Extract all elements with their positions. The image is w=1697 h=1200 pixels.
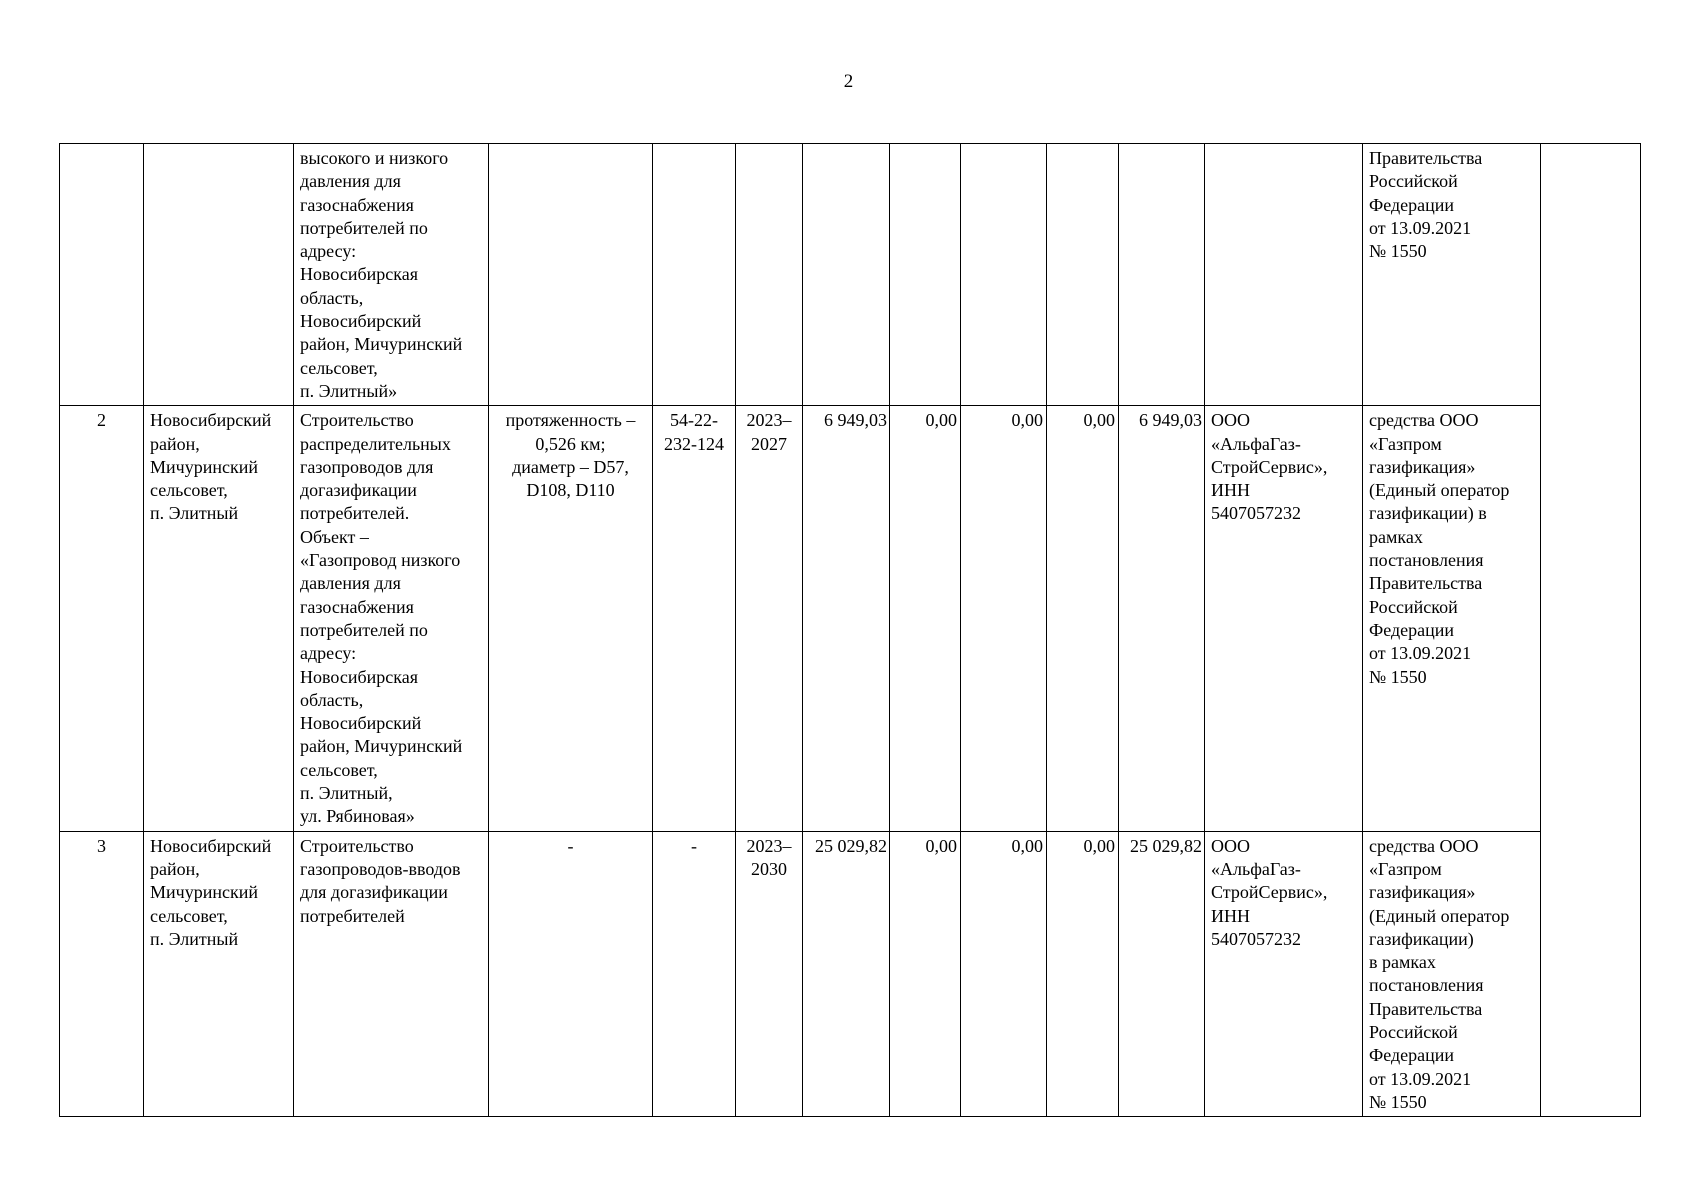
cell-text-line: Российской — [1369, 1021, 1458, 1042]
cell-text-line: 54-22- — [670, 410, 718, 431]
cell-characteristics — [489, 831, 653, 1117]
cell-amount-c: 0,00 — [1047, 406, 1119, 831]
cell-text-line: газопроводов для — [300, 456, 434, 477]
cell-funding-source — [1363, 406, 1541, 831]
cell-text-line: 5407057232 — [1211, 503, 1301, 524]
cell-text-line: газификации) в — [1369, 503, 1487, 524]
cell-text-line: газификация» — [1369, 882, 1476, 903]
cell-text-line: газоснабжения — [300, 194, 414, 215]
cell-text-line: диаметр – D57, — [512, 456, 629, 477]
page-number: 2 — [843, 71, 854, 92]
cell-text-line: Правительства — [1369, 573, 1483, 594]
cell-text-line: № 1550 — [1369, 666, 1427, 687]
cell-text-line: газопроводов-вводов — [300, 858, 461, 879]
cell-empty-last — [1541, 144, 1641, 1117]
cell-amount-c: 0,00 — [1047, 831, 1119, 1117]
cell-text-line: Новосибирская — [300, 264, 418, 285]
cell-text-line: 2023– — [746, 835, 792, 856]
cell-text-line: «Газпром — [1369, 433, 1442, 454]
cell-text-line: 5407057232 — [1211, 928, 1301, 949]
cell-text-line: Правительства — [1369, 998, 1483, 1019]
cell-text-line: район, — [150, 433, 200, 454]
cell-text-line: «АльфаГаз- — [1211, 433, 1301, 454]
cell-text-line: Строительство — [300, 835, 414, 856]
cell-text-line: - — [691, 835, 697, 856]
cell-text-line: потребителей по — [300, 619, 428, 640]
cell-total — [803, 144, 890, 406]
cell-amount-d — [1119, 144, 1205, 406]
cell-text-line: район, Мичуринский — [300, 334, 463, 355]
cell-text-line: 2023– — [746, 410, 792, 431]
cell-text-line: СтройСервис», — [1211, 882, 1328, 903]
cell-period — [736, 406, 803, 831]
cell-text-line: «АльфаГаз- — [1211, 858, 1301, 879]
cell-text-line: - — [567, 835, 574, 856]
cell-amount-b: 0,00 — [961, 406, 1047, 831]
cell-amount-c — [1047, 144, 1119, 406]
cell-text-line: догазификации — [300, 480, 417, 501]
cell-text-line: Новосибирский — [300, 311, 422, 332]
table-row — [60, 144, 1641, 406]
cell-text-line: постановления — [1369, 550, 1484, 571]
cell-text-line: ООО — [1211, 410, 1250, 431]
cell-text-line: газоснабжения — [300, 596, 414, 617]
cell-text-line: потребителей по — [300, 217, 428, 238]
cell-text-line: Мичуринский — [150, 882, 258, 903]
cell-text-line: протяженность – — [505, 410, 636, 431]
table-body — [60, 144, 1641, 1117]
cell-text-line: ООО — [1211, 835, 1250, 856]
cell-text-line: в рамках — [1369, 952, 1436, 973]
cell-text-line: «Газопровод низкого — [300, 550, 461, 571]
cell-location — [144, 406, 294, 831]
cell-text-line: 2030 — [751, 858, 787, 879]
cell-text-line: ул. Рябиновая» — [300, 806, 415, 827]
cell-text-line: СтройСервис», — [1211, 456, 1328, 477]
cell-funding-source — [1363, 831, 1541, 1117]
cell-text-line: D108, D110 — [526, 480, 615, 501]
investment-program-table — [59, 143, 1641, 1117]
cell-funding-source — [1363, 144, 1541, 406]
cell-executor — [1205, 406, 1363, 831]
cell-text-line: 0,526 км; — [535, 433, 606, 454]
cell-amount-a — [890, 144, 961, 406]
cell-text-line: область, — [300, 689, 364, 710]
cell-text-line: сельсовет, — [300, 759, 378, 780]
cell-text-line: сельсовет, — [150, 905, 228, 926]
cell-text-line: Федерации — [1369, 194, 1455, 215]
cell-text-line: потребителей. — [300, 503, 410, 524]
cell-characteristics — [489, 406, 653, 831]
cell-text-line: потребителей — [300, 905, 405, 926]
cell-text-line: адресу: — [300, 241, 357, 262]
cell-text-line: сельсовет, — [300, 357, 378, 378]
cell-characteristics — [489, 144, 653, 406]
cell-text-line: средства ООО — [1369, 410, 1479, 431]
cell-text-line: Российской — [1369, 596, 1458, 617]
cell-text-line: № 1550 — [1369, 241, 1427, 262]
cell-amount-a: 0,00 — [890, 831, 961, 1117]
cell-text-line: район, Мичуринский — [300, 736, 463, 757]
cell-text-line: 2 — [97, 410, 106, 431]
cell-total: 25 029,82 — [803, 831, 890, 1117]
cell-number — [60, 406, 144, 831]
cell-description — [294, 144, 489, 406]
cell-period — [736, 144, 803, 406]
cell-text-line: постановления — [1369, 975, 1484, 996]
cell-amount-a: 0,00 — [890, 406, 961, 831]
cell-text-line: от 13.09.2021 — [1369, 1068, 1472, 1089]
cell-executor — [1205, 144, 1363, 406]
cell-amount-b — [961, 144, 1047, 406]
cell-text-line: 232-124 — [664, 433, 724, 454]
cell-text-line: п. Элитный» — [300, 380, 398, 401]
cell-text-line: Объект – — [300, 526, 369, 547]
cell-text-line: 3 — [97, 835, 106, 856]
cell-code — [653, 406, 736, 831]
cell-number — [60, 144, 144, 406]
cell-description — [294, 406, 489, 831]
cell-text-line: распределительных — [300, 433, 451, 454]
cell-executor — [1205, 831, 1363, 1117]
cell-text-line: Строительство — [300, 410, 414, 431]
cell-text-line: газификации) — [1369, 928, 1474, 949]
cell-text-line: п. Элитный, — [300, 783, 393, 804]
cell-total: 6 949,03 — [803, 406, 890, 831]
cell-text-line: для догазификации — [300, 882, 448, 903]
cell-amount-b: 0,00 — [961, 831, 1047, 1117]
cell-text-line: давления для — [300, 573, 401, 594]
cell-location — [144, 144, 294, 406]
cell-text-line: (Единый оператор — [1369, 905, 1510, 926]
cell-text-line: «Газпром — [1369, 858, 1442, 879]
cell-text-line: Российской — [1369, 171, 1458, 192]
cell-text-line: адресу: — [300, 643, 357, 664]
cell-period — [736, 831, 803, 1117]
cell-text-line: средства ООО — [1369, 835, 1479, 856]
cell-text-line: п. Элитный — [150, 503, 239, 524]
cell-text-line: Мичуринский — [150, 456, 258, 477]
cell-text-line: п. Элитный — [150, 928, 239, 949]
cell-text-line: Новосибирская — [300, 666, 418, 687]
table-row — [60, 831, 1641, 1117]
cell-code — [653, 831, 736, 1117]
table-row — [60, 406, 1641, 831]
cell-text-line: Правительства — [1369, 148, 1483, 168]
cell-text-line: давления для — [300, 171, 401, 192]
cell-amount-d: 6 949,03 — [1119, 406, 1205, 831]
cell-text-line: Федерации — [1369, 1045, 1455, 1066]
cell-text-line: сельсовет, — [150, 480, 228, 501]
cell-text-line: 2027 — [751, 433, 787, 454]
cell-amount-d: 25 029,82 — [1119, 831, 1205, 1117]
cell-text-line: Федерации — [1369, 619, 1455, 640]
cell-text-line: № 1550 — [1369, 1091, 1427, 1112]
cell-text-line: от 13.09.2021 — [1369, 643, 1472, 664]
cell-description — [294, 831, 489, 1117]
cell-text-line: Новосибирский — [300, 713, 422, 734]
cell-text-line: газификация» — [1369, 456, 1476, 477]
cell-text-line: район, — [150, 858, 200, 879]
cell-number — [60, 831, 144, 1117]
cell-text-line: ИНН — [1211, 905, 1250, 926]
cell-text-line: ИНН — [1211, 480, 1250, 501]
cell-text-line: Новосибирский — [150, 410, 272, 431]
cell-location — [144, 831, 294, 1117]
cell-text-line: Новосибирский — [150, 835, 272, 856]
cell-text-line: высокого и низкого — [300, 148, 449, 168]
cell-text-line: от 13.09.2021 — [1369, 217, 1472, 238]
cell-text-line: (Единый оператор — [1369, 480, 1510, 501]
cell-code — [653, 144, 736, 406]
cell-text-line: область, — [300, 287, 364, 308]
cell-text-line: рамках — [1369, 526, 1423, 547]
